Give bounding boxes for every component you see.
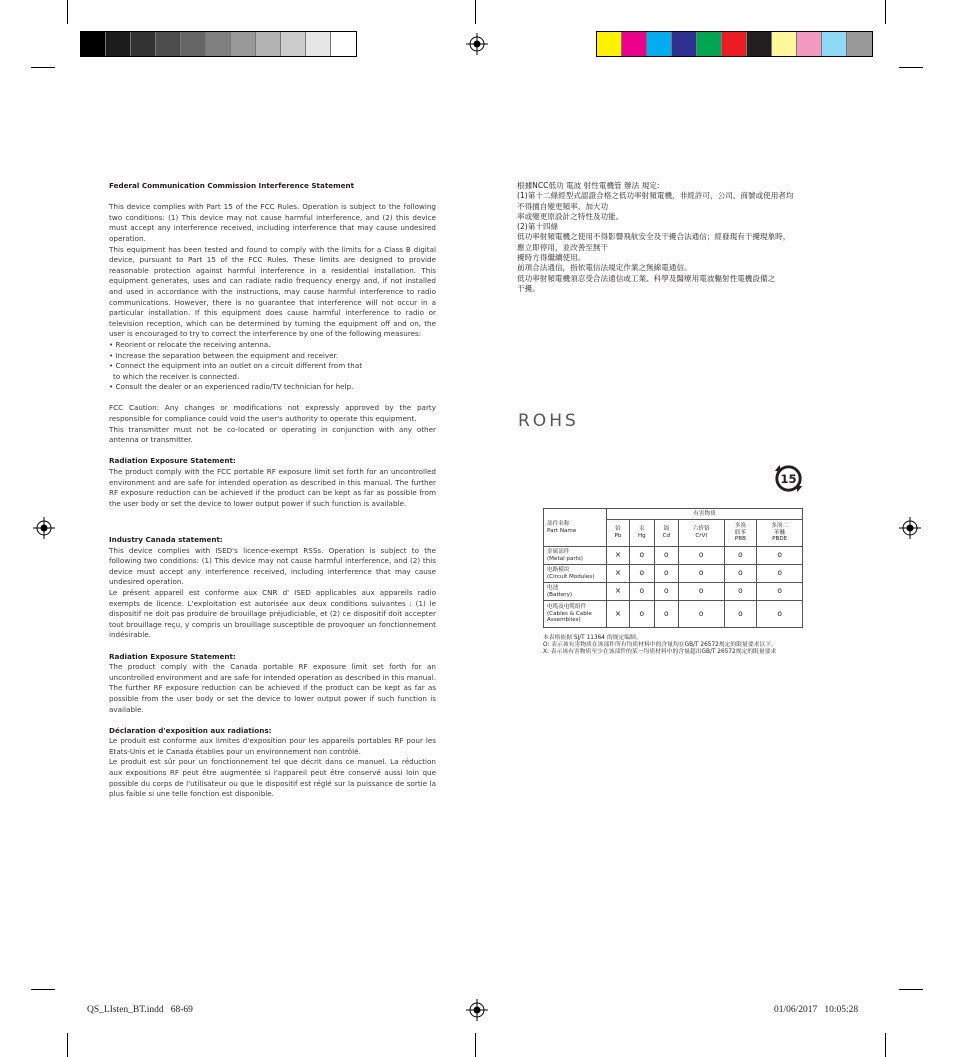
rohs-substance-table xyxy=(543,508,803,628)
crop-mark xyxy=(67,0,68,24)
table-cell: o xyxy=(629,601,654,628)
regulatory-left-column xyxy=(109,181,436,800)
part-cell: 金属部件 (Metal parts) xyxy=(544,547,607,565)
fcc-title: Federal Communication Commission Interference Statement xyxy=(109,181,355,190)
table-cell: × xyxy=(607,601,630,628)
table-cell: o xyxy=(629,547,654,565)
crop-mark xyxy=(31,67,55,68)
table-cell: × xyxy=(607,565,630,583)
fcc-caution: FCC Caution: Any changes or modifications not expressly approved by the party responsible for compliance could void the user's authority to operate this equipment. xyxy=(109,403,436,424)
part-cell: 电路模块 (Circuit Modules) xyxy=(544,565,607,583)
color-swatch xyxy=(797,32,822,56)
fcc-bullet: • Increase the separation between the equipment and receiver. xyxy=(109,350,339,360)
table-row xyxy=(544,583,803,601)
table-cell: o xyxy=(724,565,757,583)
efup-badge-number: 15 xyxy=(780,471,797,486)
ncc-line: 不得擅自變更頻率、加大功 xyxy=(517,201,609,211)
table-cell: o xyxy=(678,565,724,583)
color-swatch xyxy=(647,32,672,56)
registration-mark-icon xyxy=(466,33,488,55)
table-cell: o xyxy=(757,547,803,565)
ncc-line: 率或變更原設計之特性及功能。 xyxy=(517,211,624,221)
fcc-paragraph: This equipment has been tested and found to comply with the limits for a Class B digital device, pursuant to Part 15 of the FCC Rules. These limits are designed to provide reasonable protection against harmful interference in a residential installation. This equipment generates, uses and can radiate radio frequency energy and, if not installed and used in accordance with the instructions, may cause harmful interference to radio communications. However, there is no guarantee that interference will not occur in a particular installation. If this equipment does cause harmful interference to radio or television reception, which can be determined by turning the equipment off and on, the user is encouraged to try to correct the interference by one of the following measures: xyxy=(109,244,436,339)
table-cell: × xyxy=(607,547,630,565)
gray-color-bar xyxy=(80,31,357,57)
ncc-line: (1)第十二條經型式認證合格之低功率射頻電機，非經許可，公司、商號或使用者均 xyxy=(517,191,794,201)
color-swatch xyxy=(181,32,206,56)
fcc-bullet: • Connect the equipment into an outlet on a circuit different from that xyxy=(109,361,363,371)
rohs-title: ROHS xyxy=(518,411,579,431)
part-name-header: 部件名称 Part Name xyxy=(544,509,607,547)
color-swatch xyxy=(772,32,797,56)
ic-body-en: This device complies with ISED's licence-exempt RSSs. Operation is subject to the following two conditions: (1) This device may not cause harmful interference, and (2) this device must accept any interference received, including interference that may cause undesired operation. xyxy=(109,545,436,587)
ic-title: Industry Canada statement: xyxy=(109,535,223,544)
table-cell: o xyxy=(678,601,724,628)
crop-mark xyxy=(475,1033,476,1057)
file-slug: QS_LIsten_BT.indd 68-69 xyxy=(87,1005,193,1015)
ncc-line: 擾時方得繼續使用。 xyxy=(517,253,586,263)
color-swatch xyxy=(131,32,156,56)
radiation-title: Radiation Exposure Statement: xyxy=(109,456,236,466)
ncc-line: 干擾。 xyxy=(517,283,540,293)
table-cell: o xyxy=(678,583,724,601)
color-swatch xyxy=(281,32,306,56)
crop-mark xyxy=(475,0,476,24)
table-cell: × xyxy=(607,583,630,601)
table-cell: o xyxy=(724,547,757,565)
crop-mark xyxy=(67,1033,68,1057)
table-cell: o xyxy=(654,565,678,583)
table-cell: o xyxy=(654,601,678,628)
registration-mark-icon xyxy=(466,999,488,1021)
registration-mark-icon xyxy=(899,517,921,539)
ncc-line: 應立即停用，並改善至無干 xyxy=(517,242,609,252)
color-swatch xyxy=(256,32,281,56)
declaration-p2: Le produit est sûr pour un fonctionnement tel que décrit dans ce manuel. La réduction aux expositions RF peut être augmentée si l'appareil peut être conservé aussi loin que possible du corps de l'utilisateur ou que le dispositif est réglé sur la puissance de sortie la plus faible si une telle fonction est disponible. xyxy=(109,757,436,799)
color-swatch xyxy=(81,32,106,56)
table-row xyxy=(544,601,803,628)
color-swatch xyxy=(306,32,331,56)
color-swatch xyxy=(847,32,872,56)
ncc-line: 低功率射頻電機之使用不得影響飛航安全及干擾合法通信；經發現有干擾現象時， xyxy=(517,232,791,242)
table-cell: o xyxy=(678,547,724,565)
table-cell: o xyxy=(629,583,654,601)
table-cell: o xyxy=(654,583,678,601)
fcc-colocation: This transmitter must not be co-located or operating in conjunction with any other antenna or transmitter. xyxy=(109,424,436,445)
declaration-title: Déclaration d'exposition aux radiations: xyxy=(109,725,272,735)
radiation-body: The product comply with the FCC portable RF exposure limit set forth for an uncontrolled environment and are safe for intended operation as described in this manual. The further RF exposure reduction can be achieved if the product can be kept as far as possible from the user body or set the device to lower output power if such function is available. xyxy=(109,467,436,508)
fcc-bullet: • Reorient or relocate the receiving antenna. xyxy=(109,339,271,349)
ncc-line: (2)第十四條 xyxy=(517,222,559,232)
color-swatch xyxy=(747,32,772,56)
efup-15-badge-icon xyxy=(771,461,806,496)
ncc-line: 根據NCC低功 電波 射性電機管 辦法 規定: xyxy=(517,181,660,190)
fcc-paragraph: This device complies with Part 15 of the FCC Rules. Operation is subject to the following two conditions: (1) This device may not cause harmful interference, and (2) this device must accept any interference received, including interference that may cause undesired operation. xyxy=(109,202,436,243)
color-swatch xyxy=(672,32,697,56)
color-swatch xyxy=(597,32,622,56)
color-swatch xyxy=(722,32,747,56)
rohs-note: 本表格依据 SJ/T 11364 的规定编制。 xyxy=(543,635,642,641)
radiation-ca-title: Radiation Exposure Statement: xyxy=(109,651,236,661)
ncc-line: 低功率射頻電機須忍受合法通信或工業、科學及醫療用電波輻射性電機設備之 xyxy=(517,273,776,283)
rohs-note: X: 表示该有害物质至少在该部件的某一均质材料中的含量超出GB/T 26572规定的限量要求 xyxy=(543,649,777,656)
table-cell: o xyxy=(757,565,803,583)
part-cell: 电缆及电缆组件 (Cables & Cable Assemblies) xyxy=(544,601,607,628)
color-swatch xyxy=(231,32,256,56)
color-swatch xyxy=(331,32,356,56)
substance-header: 多溴 联苯 PBB xyxy=(724,520,757,547)
substance-header: 镉 Cd xyxy=(654,520,678,547)
crop-mark xyxy=(31,989,55,990)
substance-header: 多溴二 苯醚 PBDE xyxy=(757,520,803,547)
crop-mark xyxy=(899,989,923,990)
color-swatch xyxy=(697,32,722,56)
fcc-bullet: • Consult the dealer or an experienced radio/TV technician for help. xyxy=(109,382,354,392)
fcc-bullet: to which the receiver is connected. xyxy=(113,371,240,381)
ncc-line: 前項合法通信，指依電信法規定作業之無線電通信。 xyxy=(517,263,692,273)
color-swatch xyxy=(622,32,647,56)
table-cell: o xyxy=(724,601,757,628)
color-bar xyxy=(596,31,873,57)
declaration-p1: Le produit est conforme aux limites d'exposition pour les appareils portables RF pour les Etats-Unis et le Canada établies pour un environnement non contrôlé. xyxy=(109,736,436,756)
hazardous-substance-header: 有害物质 xyxy=(607,509,803,520)
ncc-statement xyxy=(517,181,847,294)
radiation-ca-body: The product comply with the Canada portable RF exposure limit set forth for an uncontrolled environment and are safe for intended operation as described in this manual. The further RF exposure reduction can be achieved if the product can be kept as far as possible from the user body or set the device to lower output power if such function is available. xyxy=(109,662,436,714)
rohs-notes xyxy=(543,635,811,656)
file-timestamp: 01/06/2017 10:05:28 xyxy=(774,1005,859,1015)
crop-mark xyxy=(899,67,923,68)
color-swatch xyxy=(106,32,131,56)
table-row xyxy=(544,565,803,583)
crop-mark xyxy=(885,1033,886,1057)
table-cell: o xyxy=(757,601,803,628)
substance-header: 六价铬 CrVI xyxy=(678,520,724,547)
crop-mark xyxy=(885,0,886,24)
registration-mark-icon xyxy=(33,517,55,539)
table-row xyxy=(544,547,803,565)
table-cell: o xyxy=(724,583,757,601)
table-cell: o xyxy=(654,547,678,565)
color-swatch xyxy=(206,32,231,56)
color-swatch xyxy=(822,32,847,56)
ic-body-fr: Le présent appareil est conforme aux CNR d' ISED applicables aux appareils radio exempts de licence. L'exploitation est autorisée aux deux conditions suivantes : (1) le dispositif ne doit pas produire de brouillage préjudiciable, et (2) ce dispositif doit accepter tout brouillage reçu, y compris un brouillage susceptible de provoquer un fonctionnement indésirable. xyxy=(109,587,436,640)
table-cell: o xyxy=(629,565,654,583)
substance-header: 汞 Hg xyxy=(629,520,654,547)
part-cell: 电池 (Battery) xyxy=(544,583,607,601)
table-cell: o xyxy=(757,583,803,601)
color-swatch xyxy=(156,32,181,56)
substance-header: 铅 Pb xyxy=(607,520,630,547)
rohs-note: O: 表示该有害物质在该部件所有均质材料中的含量均在GB/T 26572规定的限量要求以下。 xyxy=(543,642,777,649)
